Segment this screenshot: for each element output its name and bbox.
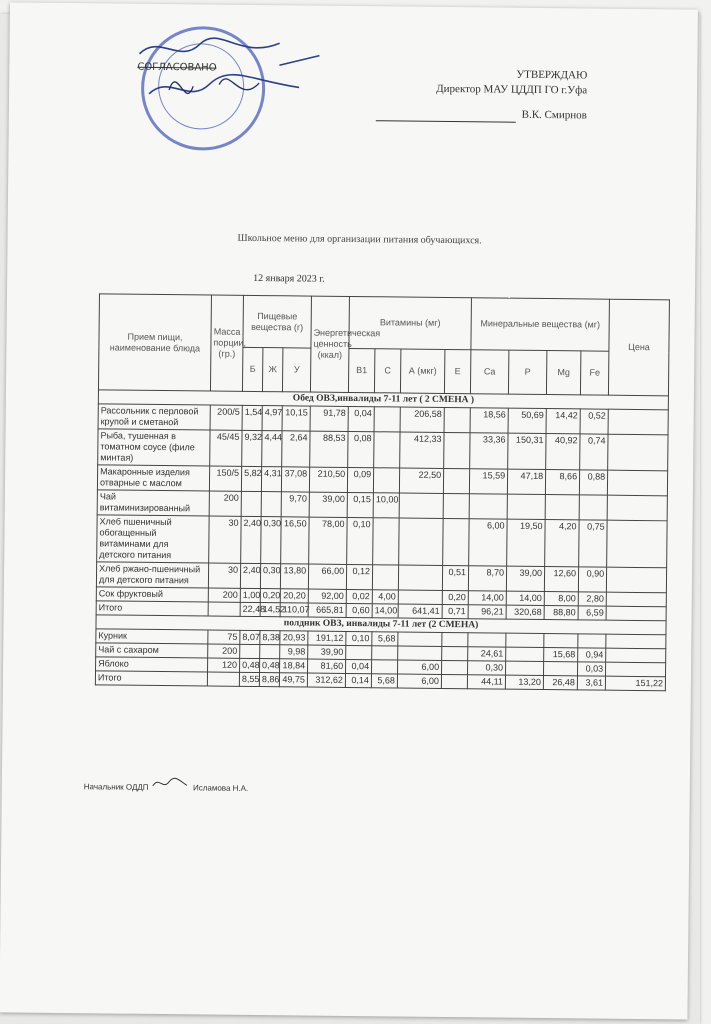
cell-c: 5,68 <box>372 632 398 646</box>
menu-table-body <box>95 390 668 691</box>
cell-kcal: 81,60 <box>308 659 346 673</box>
cell-c <box>372 660 398 674</box>
cell-zh: 8,86 <box>259 673 279 687</box>
cell-price: 151,22 <box>605 676 665 691</box>
cell-name: Хлеб пшеничный обогащенный витаминами для детского питания <box>97 515 209 563</box>
cell-b1: 0,08 <box>348 431 374 467</box>
cell-p <box>506 647 544 661</box>
cell-e <box>444 407 470 432</box>
header-c: C <box>374 349 400 393</box>
cell-p: 19,50 <box>507 519 545 566</box>
cell-b1: 0,60 <box>346 603 372 617</box>
cell-u: 110,07 <box>280 603 308 617</box>
cell-c <box>374 432 400 468</box>
cell-zh: 0,30 <box>260 564 280 589</box>
cell-c <box>372 646 398 660</box>
cell-mg: 26,48 <box>543 676 577 690</box>
cell-b: 9,32 <box>242 430 262 466</box>
cell-ca <box>469 494 507 519</box>
cell-a <box>399 518 443 565</box>
cell-kcal: 78,00 <box>309 517 347 564</box>
cell-mass: 200/5 <box>210 405 242 430</box>
header-b1: B1 <box>348 348 374 392</box>
cell-name: Хлеб ржано-пшеничный для детского питания <box>96 562 208 588</box>
cell-e <box>443 468 469 493</box>
header-minerals: Минеральные вещества (мг) <box>471 298 610 351</box>
header-mass: Масса порции, (гр.) <box>210 295 243 391</box>
cell-mass: 30 <box>209 516 241 563</box>
cell-c: 4,00 <box>372 590 398 604</box>
cell-mg: 12,60 <box>544 567 578 592</box>
cell-mass: 200 <box>209 491 241 516</box>
header-meal: Прием пищи, наименование блюда <box>98 294 211 391</box>
cell-e: 0,20 <box>442 590 468 604</box>
header-ca: Ca <box>470 350 508 394</box>
cell-fe <box>578 634 606 648</box>
footer <box>84 775 249 793</box>
menu-table <box>95 293 670 691</box>
cell-zh: 8,38 <box>260 631 280 645</box>
cell-price <box>606 648 666 663</box>
cell-e: 0,71 <box>442 604 468 618</box>
cell-mg: 40,92 <box>546 434 580 470</box>
cell-c <box>373 468 399 493</box>
cell-b: 2,40 <box>240 563 260 588</box>
cell-price <box>608 409 668 435</box>
cell-kcal: 312,62 <box>307 673 345 687</box>
cell-price <box>607 470 667 496</box>
stamp-label: СОГЛАСОВАНО <box>137 61 217 74</box>
cell-price <box>607 520 667 568</box>
cell-name: Чай витаминизированный <box>97 490 209 516</box>
cell-fe <box>579 495 607 520</box>
section-title: Обед ОВЗ,инвалиды 7-11 лет ( 2 СМЕНА ) <box>98 390 668 410</box>
cell-kcal: 66,00 <box>308 564 346 589</box>
cell-u: 37,08 <box>281 467 309 492</box>
cell-zh: 0,30 <box>261 517 281 564</box>
cell-a <box>398 632 442 646</box>
cell-kcal: 92,00 <box>308 589 346 603</box>
footer-position: Начальник ОДДП <box>83 782 149 792</box>
cell-mass: 45/45 <box>210 430 242 466</box>
cell-e <box>442 646 468 660</box>
cell-fe: 2,80 <box>578 592 606 606</box>
cell-a <box>398 646 442 660</box>
cell-ca: 6,00 <box>469 519 507 566</box>
cell-b: 8,55 <box>239 672 259 686</box>
cell-b1 <box>346 645 372 659</box>
signature-line <box>376 120 516 122</box>
cell-zh: 0,48 <box>260 659 280 673</box>
cell-ca: 24,61 <box>468 647 506 661</box>
cell-mg: 8,66 <box>545 470 579 495</box>
cell-mass: 150/5 <box>209 466 241 491</box>
cell-mg: 88,80 <box>544 606 578 620</box>
footer-signature-icon <box>151 776 191 790</box>
cell-ca <box>468 633 506 647</box>
cell-mass: 200 <box>208 588 240 602</box>
cell-price <box>606 592 666 607</box>
cell-b1: 0,02 <box>346 589 372 603</box>
cell-mg <box>545 495 579 520</box>
cell-p: 14,00 <box>506 591 544 605</box>
document-date: 12 января 2023 г. <box>253 272 325 285</box>
approval-name: В.К. Смирнов <box>521 108 587 122</box>
cell-e <box>443 518 469 565</box>
cell-a: 6,00 <box>398 660 442 674</box>
cell-p: 320,68 <box>506 605 544 619</box>
cell-kcal: 665,81 <box>308 603 346 617</box>
cell-b1: 0,14 <box>345 673 371 687</box>
cell-mass: 30 <box>208 563 240 588</box>
header-nutrients: Пищевые вещества (г) <box>243 295 312 348</box>
cell-fe: 6,59 <box>578 606 606 620</box>
cell-a: 206,58 <box>400 407 444 432</box>
cell-kcal: 39,90 <box>308 645 346 659</box>
cell-b: 2,40 <box>241 516 261 563</box>
section-title: полдник ОВЗ, инвалиды 7-11 лет (2 СМЕНА) <box>96 615 666 635</box>
cell-b <box>241 491 261 516</box>
header-p: P <box>508 350 546 394</box>
cell-b: 5,82 <box>241 466 261 491</box>
cell-price <box>606 606 666 621</box>
cell-b: 8,07 <box>240 630 260 644</box>
header-zh: Ж <box>262 348 282 392</box>
cell-p <box>506 633 544 647</box>
cell-fe: 0,74 <box>580 434 608 470</box>
cell-kcal: 210,50 <box>309 467 347 492</box>
cell-u: 13,80 <box>280 564 308 589</box>
cell-a: 641,41 <box>398 604 442 618</box>
cell-ca: 0,30 <box>468 661 506 675</box>
cell-b1: 0,09 <box>347 467 373 492</box>
header-a: А (мкг) <box>400 349 444 393</box>
cell-kcal: 191,12 <box>308 631 346 645</box>
cell-fe: 0,94 <box>578 648 606 662</box>
cell-b: 1,54 <box>242 405 262 430</box>
cell-fe: 0,88 <box>579 470 607 495</box>
cell-c <box>372 565 398 590</box>
cell-price <box>606 634 666 649</box>
cell-zh: 14,52 <box>260 603 280 617</box>
cell-a: 22,50 <box>399 468 443 493</box>
cell-price <box>606 567 666 593</box>
cell-mg <box>544 662 578 676</box>
cell-fe: 0,90 <box>578 567 606 592</box>
cell-mg: 15,68 <box>544 648 578 662</box>
cell-b1: 0,04 <box>346 659 372 673</box>
cell-price <box>606 662 666 677</box>
document-title: Школьное меню для организации питания обучающихся. <box>237 232 482 247</box>
approval-title: УТВЕРЖДАЮ <box>516 68 588 82</box>
cell-b <box>240 644 260 658</box>
cell-e <box>443 493 469 518</box>
cell-e <box>442 632 468 646</box>
cell-u: 9,70 <box>281 492 309 517</box>
cell-p <box>506 661 544 675</box>
cell-ca: 15,59 <box>469 469 507 494</box>
cell-a <box>398 590 442 604</box>
footer-name: Исламова Н.А. <box>192 783 249 793</box>
cell-a <box>399 493 443 518</box>
cell-p: 47,18 <box>507 469 545 494</box>
cell-c: 5,68 <box>371 674 397 688</box>
cell-ca: 33,36 <box>470 433 508 469</box>
cell-u: 9,98 <box>280 645 308 659</box>
cell-mg: 8,00 <box>544 592 578 606</box>
table-row <box>97 515 668 568</box>
cell-a: 6,00 <box>397 674 441 688</box>
header-mg: Mg <box>546 351 580 395</box>
cell-name: Рыба, тушенная в томатном соусе (филе минтая) <box>98 429 210 466</box>
cell-mass <box>207 672 239 686</box>
cell-u: 20,93 <box>280 631 308 645</box>
cell-b: 1,00 <box>240 588 260 602</box>
cell-c: 10,00 <box>373 493 399 518</box>
cell-c <box>374 407 400 432</box>
cell-ca: 14,00 <box>468 591 506 605</box>
approval-position: Директор МАУ ЦДДП ГО г.Уфа <box>436 82 588 97</box>
cell-name: Яблоко <box>96 657 208 672</box>
cell-c <box>373 518 399 565</box>
cell-kcal: 39,00 <box>309 492 347 517</box>
cell-p: 50,69 <box>508 408 546 433</box>
cell-ca: 18,56 <box>470 408 508 433</box>
cell-mg <box>544 634 578 648</box>
cell-ca: 8,70 <box>468 566 506 591</box>
header-b: Б <box>242 347 262 391</box>
cell-name: Курник <box>96 629 208 644</box>
cell-b1: 0,12 <box>346 564 372 589</box>
header-fe: Fe <box>580 351 609 395</box>
cell-ca: 96,21 <box>468 605 506 619</box>
cell-u: 49,75 <box>279 673 307 687</box>
cell-fe: 0,52 <box>580 409 608 434</box>
cell-name: Рассольник с перловой крупой и сметаной <box>98 404 210 430</box>
cell-b1: 0,10 <box>346 631 372 645</box>
cell-mass: 75 <box>208 630 240 644</box>
header-energy: Энергетическая ценность (ккал) <box>310 296 349 392</box>
cell-fe: 0,03 <box>578 662 606 676</box>
cell-zh: 0,20 <box>260 589 280 603</box>
cell-e <box>441 674 467 688</box>
cell-mass: 200 <box>208 644 240 658</box>
cell-u: 2,64 <box>282 431 310 467</box>
table-row <box>98 429 668 471</box>
cell-p: 150,31 <box>508 433 546 469</box>
cell-mg: 4,20 <box>545 520 579 567</box>
cell-b1: 0,04 <box>348 406 374 431</box>
cell-mass <box>208 602 240 616</box>
cell-b1: 0,15 <box>347 492 373 517</box>
cell-zh: 4,44 <box>262 431 282 467</box>
cell-p: 39,00 <box>506 566 544 591</box>
cell-u: 10,15 <box>282 406 310 431</box>
signature-icon <box>129 24 330 116</box>
cell-name: Итого <box>96 601 208 616</box>
cell-name: Чай с сахаром <box>96 643 208 658</box>
cell-a: 412,33 <box>400 432 444 468</box>
cell-ca: 44,11 <box>467 675 505 689</box>
cell-p: 13,20 <box>505 675 543 689</box>
approval-block <box>376 66 588 123</box>
cell-e <box>442 660 468 674</box>
cell-mass: 120 <box>208 658 240 672</box>
cell-zh <box>261 492 281 517</box>
header-u: У <box>282 348 310 392</box>
cell-zh: 4,31 <box>261 467 281 492</box>
cell-name: Макаронные изделия отварные с маслом <box>97 465 209 491</box>
cell-fe: 3,61 <box>577 676 605 690</box>
cell-zh: 4,97 <box>262 406 282 431</box>
cell-p <box>507 494 545 519</box>
header-e: E <box>444 349 470 393</box>
cell-u: 20,20 <box>280 589 308 603</box>
header-price: Цена <box>609 299 670 396</box>
cell-mg: 14,42 <box>546 409 580 434</box>
cell-b1: 0,10 <box>347 517 373 564</box>
cell-name: Итого <box>95 671 207 686</box>
cell-kcal: 88,53 <box>310 431 348 467</box>
cell-b: 22,48 <box>240 602 260 616</box>
cell-a <box>398 565 442 590</box>
cell-e <box>444 432 470 468</box>
cell-b: 0,48 <box>240 658 260 672</box>
cell-price <box>608 434 668 471</box>
cell-kcal: 91,78 <box>310 406 348 431</box>
header-vitamins: Витамины (мг) <box>349 296 472 349</box>
cell-fe: 0,75 <box>579 520 608 567</box>
cell-e: 0,51 <box>442 565 468 590</box>
cell-c: 14,00 <box>372 604 398 618</box>
cell-u: 18,84 <box>280 659 308 673</box>
cell-u: 16,50 <box>281 517 310 564</box>
cell-name: Сок фруктовый <box>96 587 208 602</box>
cell-zh <box>260 645 280 659</box>
document-page <box>0 2 698 1019</box>
cell-price <box>607 495 667 521</box>
